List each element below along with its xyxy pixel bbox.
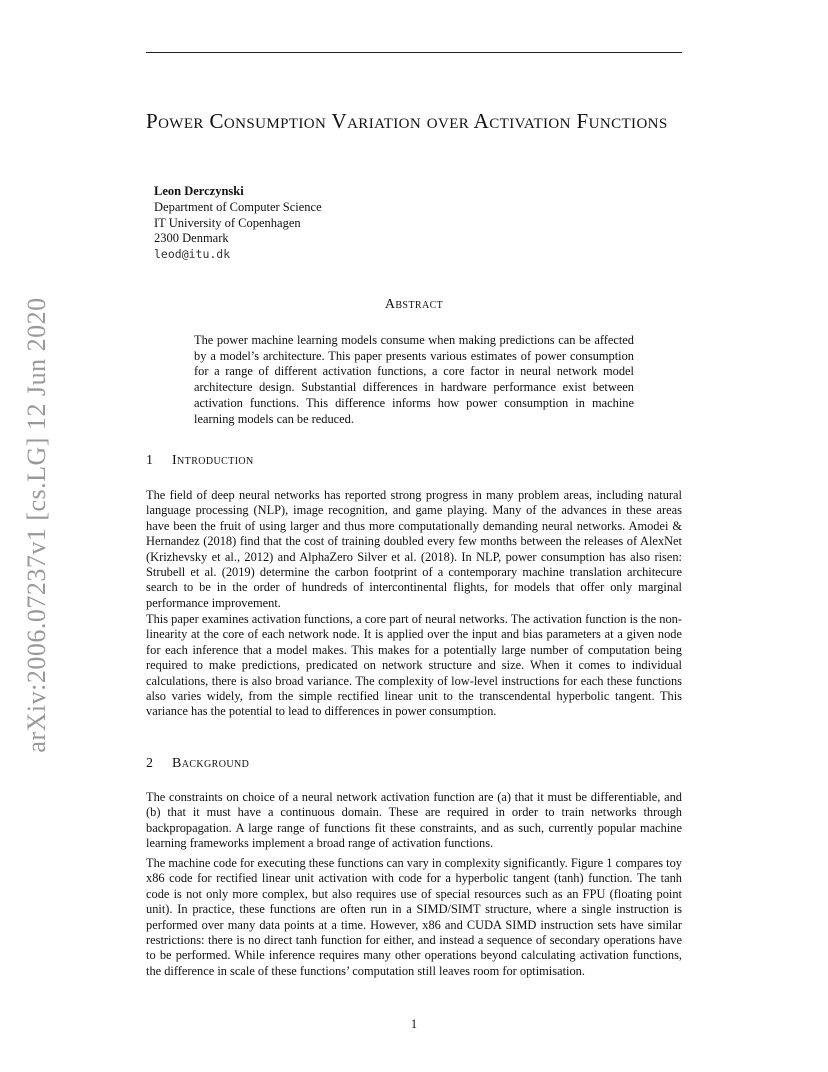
author-email[interactable]: leod@itu.dk xyxy=(154,247,231,262)
author-address: 2300 Denmark xyxy=(154,231,229,246)
page-number: 1 xyxy=(410,1017,418,1031)
paragraph: The field of deep neural networks has reported strong progress in many problem areas, including natural language processing (NLP), image recognition, and game playing. Many of the advances in these areas have been the fruit of using larger and thus more computationally demanding neural networks. Amodei & Hernandez (2018) find that the cost of training doubled every few months between the releases of AlexNet (Krizhevsky et al., 2012) and AlphaZero Silver et al. (2018). In NLP, power consumption has also risen: Strubell et al. (2019) determine the carbon footprint of a contemporary machine translation architecure search to be in the order of hundreds of intercontinental flights, for models that offer only marginal performance improvement. xyxy=(146,488,682,610)
author-institution: IT University of Copenhagen xyxy=(154,215,301,230)
author-block xyxy=(154,184,322,263)
abstract-text: The power machine learning models consume when making predictions can be affected by a model’s architecture. This paper presents various estimates of power consumption for a range of different activation functions, a core factor in neural network model architecture design. Substantial differences in hardware performance exist between activation functions. This difference informs how power consumption in machine learning models can be reduced. xyxy=(194,333,634,426)
arxiv-stamp: arXiv:2006.07237v1 [cs.LG] 12 Jun 2020 xyxy=(22,297,51,753)
section-heading-background xyxy=(146,756,249,772)
section-heading-introduction xyxy=(146,453,254,469)
author-department: Department of Computer Science xyxy=(154,199,322,214)
paragraph: This paper examines activation functions, a core part of neural networks. The activation function is the non-linearity at the core of each network node. It is applied over the input and bias parameters at a given node for each inference that a model makes. This makes for a potentially large number of computation being required to make predictions, predicated on network structure and size. When it comes to individual calculations, there is also broad variance. The complexity of low-level instructions for each these functions also varies widely, from the simple rectified linear unit to the transcendental hyperbolic tangent. This variance has the potential to lead to differences in power consumption. xyxy=(146,612,682,719)
section-number: 1 xyxy=(146,453,154,468)
section-title: Background xyxy=(172,756,250,771)
paragraph: The constraints on choice of a neural network activation function are (a) that it must be differentiable, and (b) that it must have a continuous domain. These are required in order to train networks through backpropagation. A large range of functions fit these constraints, and as such, currently popular machine learning frameworks implement a broad range of activation functions. xyxy=(146,790,682,851)
paper-title: Power Consumption Variation over Activation Functions xyxy=(146,109,668,133)
paragraph: The machine code for executing these functions can vary in complexity significantly. Figure 1 compares toy x86 code for rectified linear unit activation with code for a hyperbolic tangent (tanh) function. The tanh code is not only more complex, but also requires use of special resources such as an FPU (floating point unit). In practice, these functions are often run in a SIMD/SIMT structure, where a single instruction is performed over many data points at a time. However, x86 and CUDA SIMD instruction sets have similar restrictions: there is no direct tanh function for either, and instead a sequence of secondary operations have to be performed. While inference requires many other operations beyond calculating activation functions, the difference in scale of these functions’ computation still leaves room for optimisation. xyxy=(146,856,682,978)
author-name: Leon Derczynski xyxy=(154,184,244,198)
section-number: 2 xyxy=(146,756,154,771)
section-title: Introduction xyxy=(172,453,254,468)
top-rule xyxy=(146,52,682,53)
abstract-heading: Abstract xyxy=(384,297,444,312)
